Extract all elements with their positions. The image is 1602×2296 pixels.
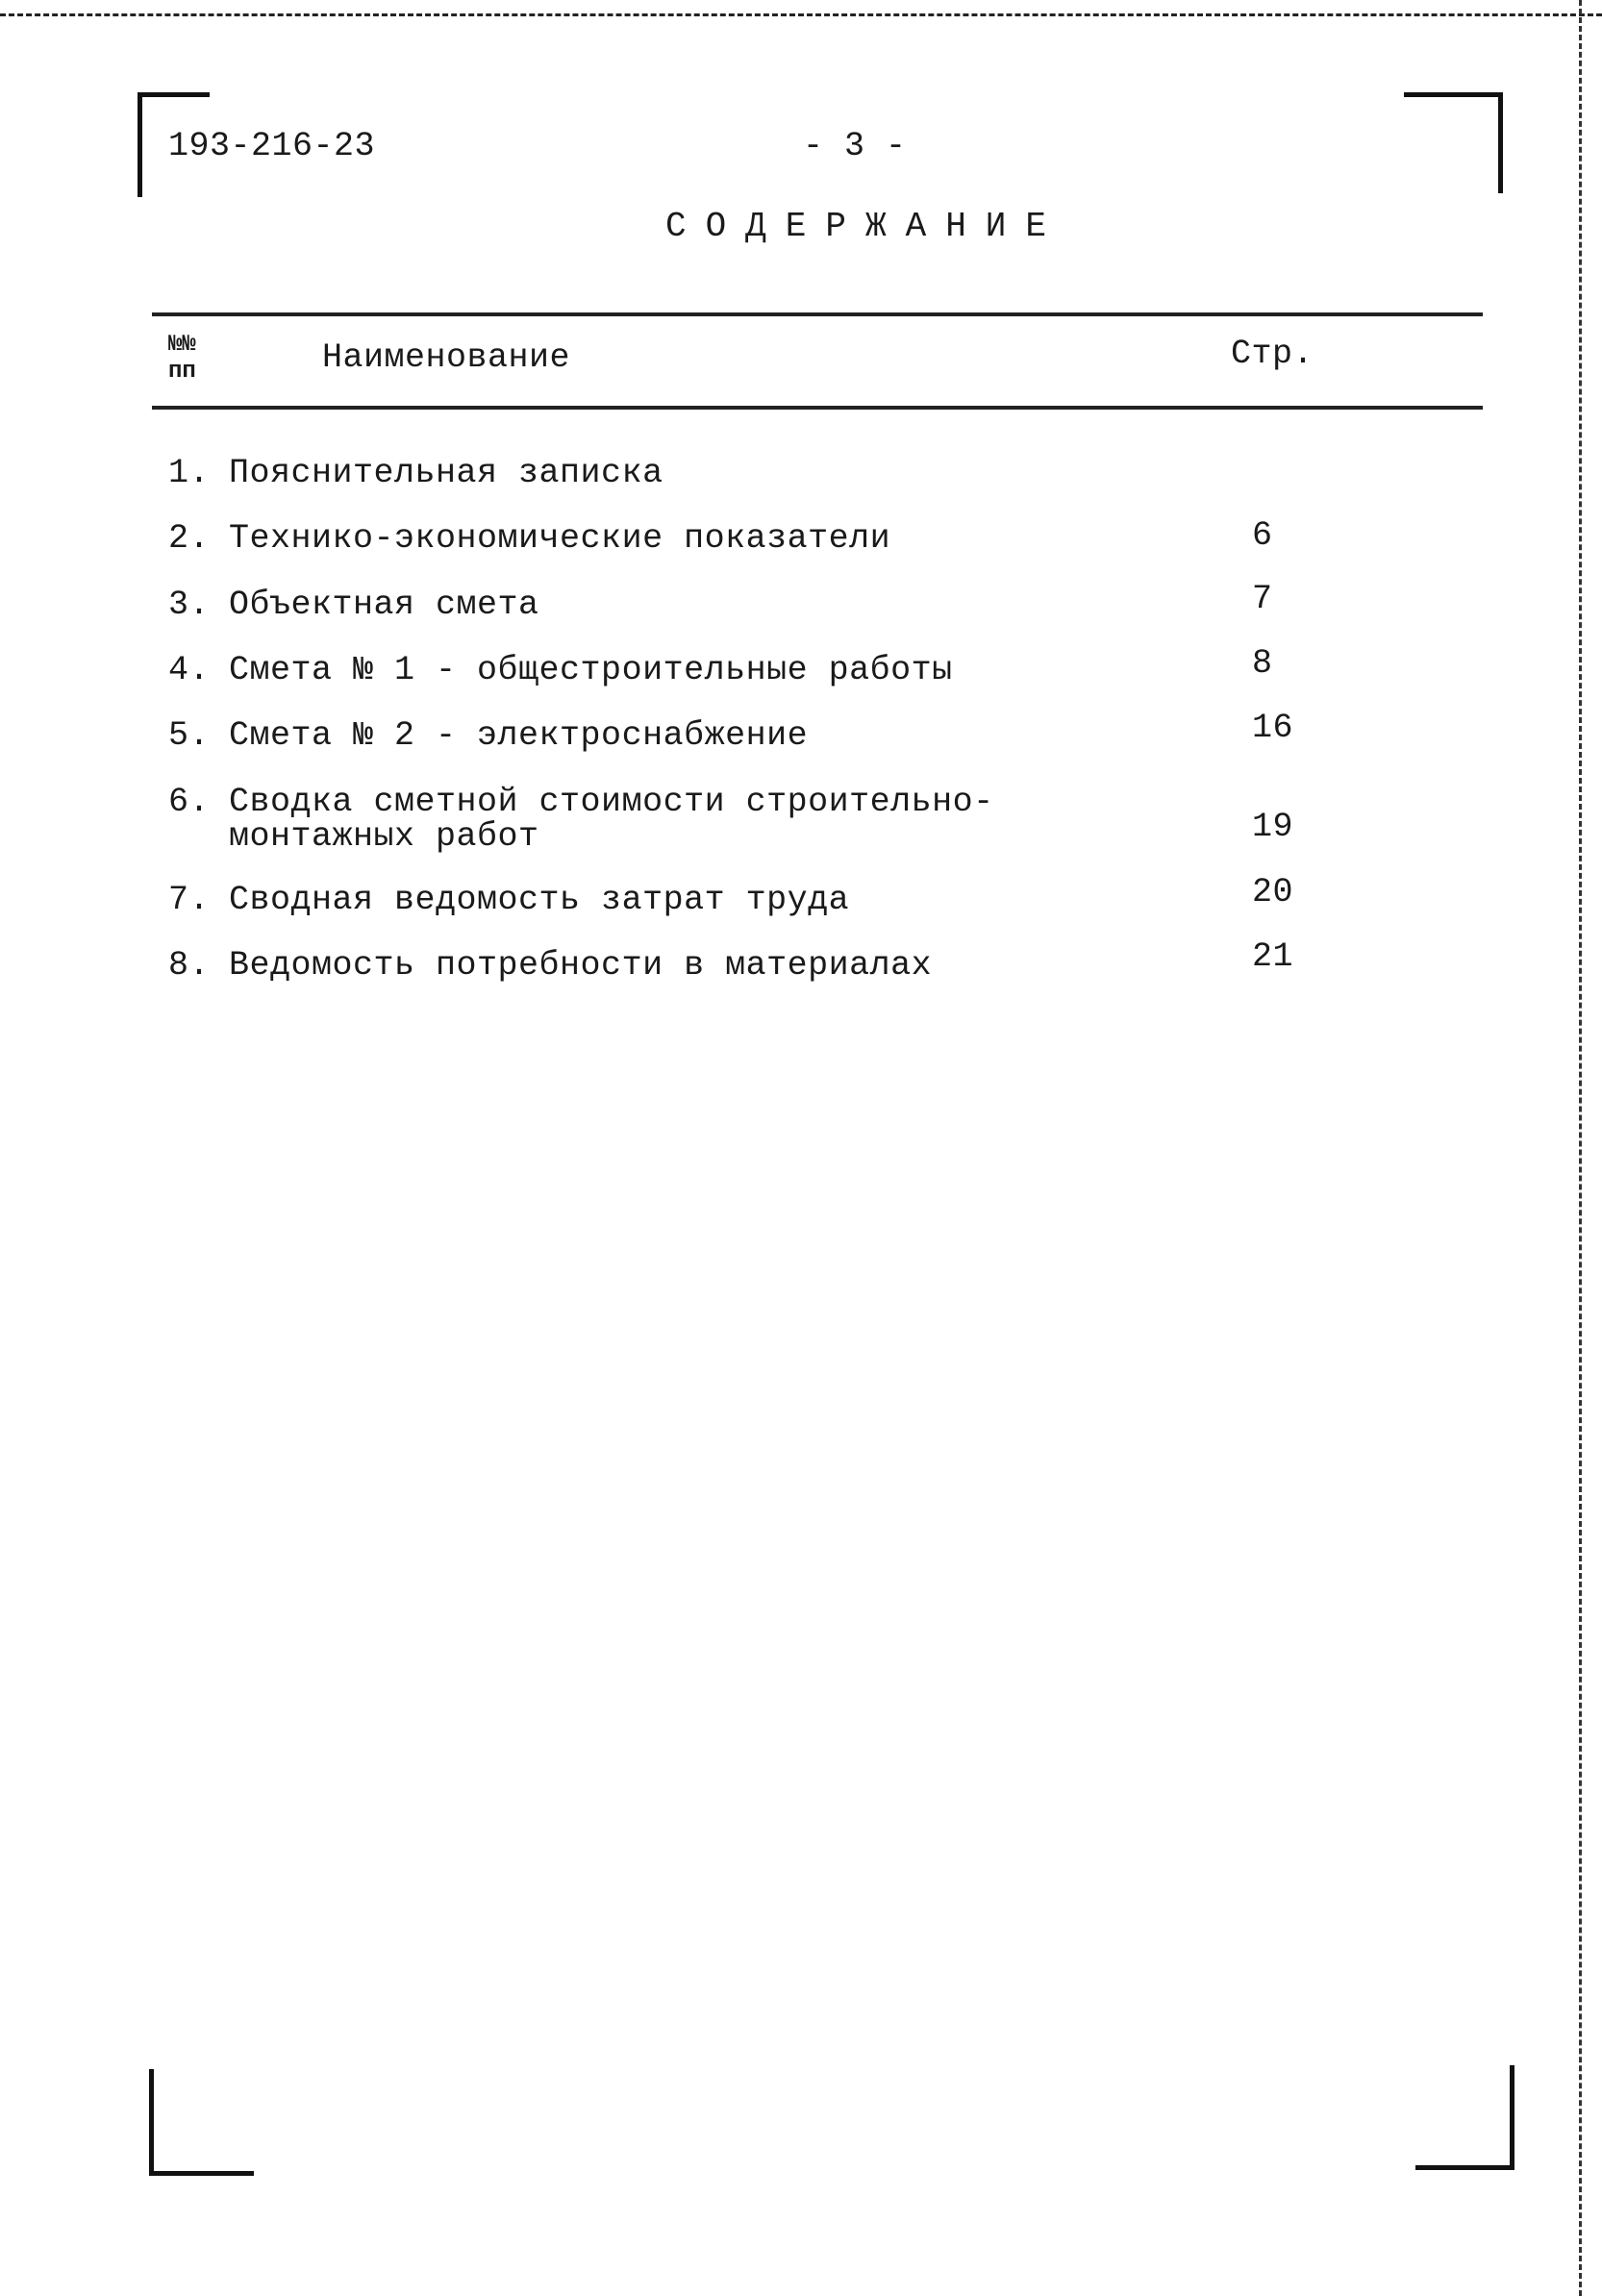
- toc-row-title: Сводка сметной стоимости строительно-: [229, 783, 994, 821]
- toc-row-page: 20: [1252, 873, 1294, 911]
- toc-row-number: 5.: [168, 716, 211, 755]
- toc-row-number: 2.: [168, 519, 211, 558]
- table-header-rule: [152, 406, 1483, 410]
- toc-row-title: Смета № 2 - электроснабжение: [229, 716, 809, 755]
- toc-row-number: 6.: [168, 783, 211, 821]
- toc-row-number: 1.: [168, 454, 211, 492]
- corner-mark-bottom-right: [1415, 2065, 1514, 2170]
- toc-row-title: Сводная ведомость затрат труда: [229, 881, 850, 919]
- page-number: - 3 -: [803, 127, 907, 165]
- toc-row-page: 7: [1252, 580, 1273, 618]
- table-top-rule: [152, 312, 1483, 316]
- page-title: СОДЕРЖАНИЕ: [664, 207, 1066, 246]
- toc-row-number: 3.: [168, 586, 211, 624]
- column-header-page: Стр.: [1231, 335, 1314, 373]
- corner-mark-top-right: [1404, 92, 1503, 193]
- toc-row-title-continuation: монтажных работ: [229, 817, 539, 856]
- column-header-number-sub: пп: [168, 359, 196, 385]
- column-header-number: [168, 332, 196, 386]
- page-border-right: [1579, 0, 1582, 2296]
- column-header-name: Наименование: [322, 338, 571, 377]
- toc-row-title: Смета № 1 - общестроительные работы: [229, 651, 953, 689]
- toc-row-title: Объектная смета: [229, 586, 539, 624]
- toc-row-page: 6: [1252, 516, 1273, 555]
- column-header-number-label: №№: [168, 332, 196, 358]
- document-code: 193-216-23: [168, 127, 376, 165]
- corner-mark-bottom-left: [149, 2069, 254, 2176]
- toc-row-title: Ведомость потребности в материалах: [229, 946, 933, 985]
- toc-row-page: 19: [1252, 808, 1294, 846]
- toc-row-number: 8.: [168, 946, 211, 985]
- page-border-top: [0, 13, 1602, 16]
- toc-row-page: 21: [1252, 937, 1294, 976]
- toc-row-page: 8: [1252, 644, 1273, 683]
- toc-row-title: Пояснительная записка: [229, 454, 663, 492]
- toc-row-number: 7.: [168, 881, 211, 919]
- toc-row-title: Технико-экономические показатели: [229, 519, 891, 558]
- toc-row-number: 4.: [168, 651, 211, 689]
- toc-row-page: 16: [1252, 709, 1294, 747]
